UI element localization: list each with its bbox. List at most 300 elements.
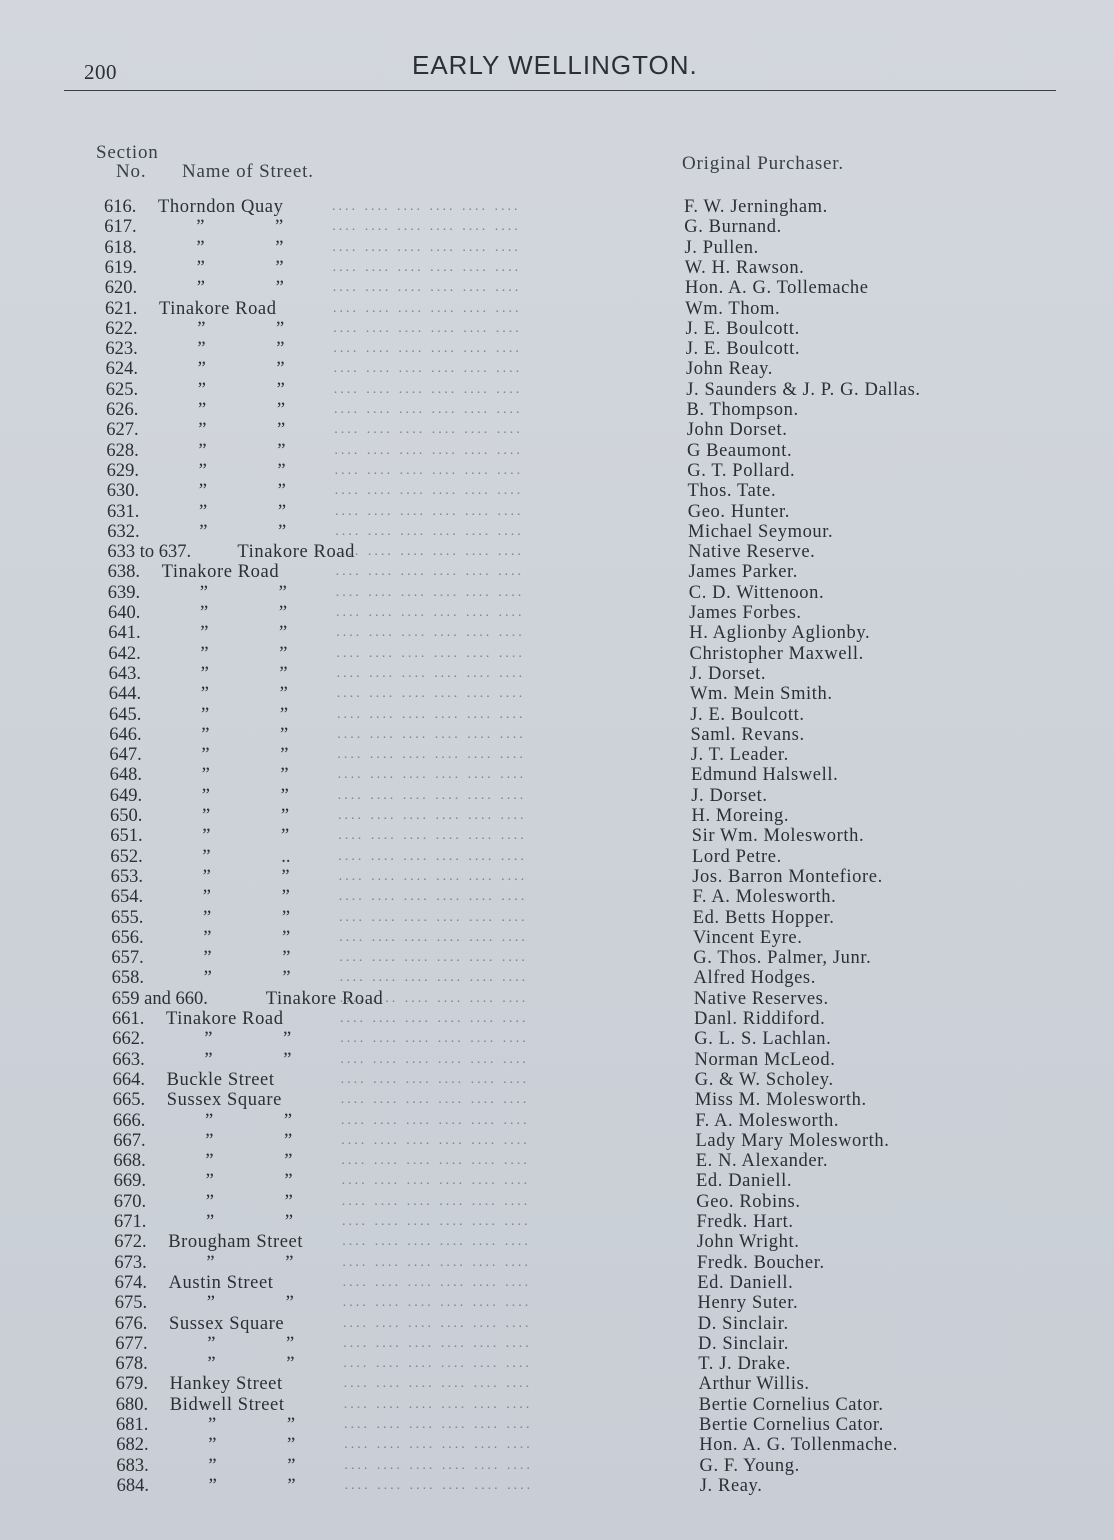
original-purchaser: J. Dorset. (691, 785, 768, 806)
section-number: 654. (110, 887, 144, 908)
original-purchaser: Hon. A. G. Tollenmache. (699, 1435, 898, 1456)
original-purchaser: F. A. Molesworth. (695, 1110, 840, 1131)
table-row (0, 522, 940, 542)
section-number: 621. (105, 298, 138, 319)
section-number: 648. (109, 765, 142, 786)
original-purchaser: J. T. Leader. (690, 745, 789, 766)
leader-dots: .... .... .... .... .... .... (341, 1112, 530, 1128)
table-row (0, 684, 940, 704)
section-number: 683. (116, 1455, 149, 1476)
leader-dots: .... .... .... .... .... .... (332, 259, 522, 275)
original-purchaser: F. W. Jerningham. (684, 197, 828, 217)
street-name: Tinakore Road (166, 1009, 284, 1029)
leader-dots: .... .... .... .... .... .... (336, 605, 525, 620)
table-row (0, 502, 940, 522)
leader-dots: .... .... .... .... .... .... (334, 422, 523, 438)
section-number: 640. (108, 603, 141, 623)
table-row (0, 908, 940, 928)
street-name: Tinakore Road (159, 298, 277, 319)
original-purchaser: John Wright. (696, 1232, 800, 1253)
section-number: 620. (104, 278, 138, 299)
street-ditto: ” ” (201, 704, 289, 725)
leader-dots: .... .... .... .... .... .... (340, 1011, 529, 1026)
street-name: Buckle Street (166, 1069, 275, 1090)
original-purchaser: Norman McLeod. (694, 1049, 836, 1070)
original-purchaser: James Parker. (688, 562, 799, 583)
original-purchaser: G. & W. Scholey. (694, 1069, 834, 1090)
leader-dots: .... .... .... .... .... .... (337, 747, 526, 763)
leader-dots: .... .... .... .... .... .... (335, 564, 525, 580)
table-row (0, 562, 940, 582)
original-purchaser: Henry Suter. (697, 1293, 799, 1314)
leader-dots: .... .... .... .... .... .... (341, 1153, 530, 1169)
original-purchaser: J. Dorset. (689, 663, 767, 684)
street-ditto: ” ” (198, 440, 286, 461)
table-row (0, 786, 940, 806)
leader-dots: .... .... .... .... .... .... (333, 300, 522, 316)
street-ditto: ” ” (203, 907, 291, 928)
header-street-label: Name of Street. (182, 161, 314, 182)
original-purchaser: Bertie Cornelius Cator. (699, 1415, 884, 1435)
original-purchaser: D. Sinclair. (697, 1313, 789, 1334)
table-row (0, 1111, 940, 1131)
original-purchaser: Sir Wm. Molesworth. (691, 826, 865, 847)
original-purchaser: Lord Petre. (692, 846, 782, 867)
street-ditto: ” ” (198, 400, 286, 420)
street-name: Bidwell Street (169, 1394, 285, 1415)
section-number: 647. (109, 745, 142, 766)
table-row (0, 278, 940, 298)
section-number: 684. (116, 1475, 149, 1496)
section-number: 645. (109, 704, 142, 725)
original-purchaser: F. A. Molesworth. (692, 887, 837, 908)
original-purchaser: Arthur Willis. (698, 1374, 810, 1395)
table-row (0, 400, 940, 420)
leader-dots: .... .... .... .... .... .... (342, 1274, 532, 1290)
section-number: 679. (115, 1374, 148, 1395)
street-ditto: ” ” (198, 481, 286, 502)
section-number: 667. (113, 1130, 146, 1151)
table-row (0, 1171, 940, 1191)
section-number: 677. (115, 1333, 148, 1354)
street-name: Tinakore Road (161, 562, 280, 583)
street-ditto: ” ” (205, 1191, 293, 1212)
original-purchaser: C. D. Wittenoon. (688, 582, 825, 603)
section-number: 619. (104, 257, 137, 278)
leader-dots: .... .... .... .... .... .... (336, 645, 525, 661)
table-row (0, 745, 940, 765)
section-number: 678. (115, 1354, 148, 1375)
section-number: 623. (105, 339, 138, 360)
section-number: 626. (106, 400, 139, 420)
section-number: 665. (112, 1090, 146, 1111)
section-number: 642. (108, 643, 141, 664)
leader-dots: .... .... .... .... .... .... (343, 1396, 533, 1412)
section-number: 649. (109, 785, 143, 806)
table-row (0, 867, 940, 887)
table-row (0, 968, 940, 988)
leader-dots: .... .... .... .... .... .... (341, 1132, 530, 1148)
table-row (0, 217, 940, 237)
section-number: 628. (106, 440, 139, 461)
original-purchaser: G. Burnand. (684, 217, 782, 238)
table-row (0, 542, 940, 562)
leader-dots: .... .... .... .... .... .... (336, 625, 525, 641)
street-ditto: ” ” (201, 724, 289, 745)
section-number: 627. (106, 420, 139, 441)
street-name: Tinakore Road (265, 988, 384, 1009)
original-purchaser: J. Pullen. (684, 237, 759, 258)
original-purchaser: James Forbes. (689, 603, 802, 623)
section-number: 675. (114, 1293, 148, 1314)
leader-dots: .... .... .... .... .... .... (342, 1254, 531, 1270)
street-ditto: ” ” (196, 257, 284, 278)
original-purchaser: Native Reserves. (693, 988, 829, 1009)
table-row (0, 644, 940, 664)
street-ditto: ” ” (205, 1110, 293, 1131)
leader-dots: .... .... .... .... .... .... (340, 1031, 529, 1047)
section-number: 656. (111, 927, 144, 948)
original-purchaser: Ed. Daniell. (697, 1272, 794, 1293)
table-row (0, 380, 940, 400)
leader-dots: .... .... .... .... .... .... (334, 483, 524, 499)
section-number: 672. (114, 1232, 147, 1253)
street-name: Sussex Square (169, 1313, 285, 1334)
street-ditto: ” ” (197, 339, 285, 360)
street-ditto: ” ” (200, 663, 288, 684)
street-ditto: ” ” (198, 420, 286, 441)
original-purchaser: E. N. Alexander. (695, 1151, 829, 1172)
section-number: 646. (109, 724, 142, 745)
section-number: 618. (104, 237, 137, 258)
table-row (0, 623, 940, 643)
street-name: Thorndon Quay (158, 197, 284, 217)
table-row (0, 806, 940, 826)
street-ditto: ” ” (199, 501, 287, 522)
street-ditto: ” ” (203, 948, 291, 969)
table-row (0, 481, 940, 501)
street-ditto: ” ” (208, 1455, 296, 1476)
table-row (0, 989, 940, 1009)
original-purchaser: Danl. Riddiford. (694, 1009, 826, 1029)
section-number: 682. (116, 1435, 149, 1456)
section-number: 669. (113, 1171, 146, 1192)
section-number: 643. (108, 663, 141, 684)
table-row (0, 826, 940, 846)
table-row (0, 1253, 940, 1273)
leader-dots: .... .... .... .... .... .... (332, 280, 522, 296)
leader-dots: .... .... .... .... .... .... (334, 462, 524, 478)
leader-dots: .... .... .... .... .... .... (336, 686, 526, 702)
section-number: 633 to 637. (107, 542, 192, 563)
leader-dots: .... .... .... .... .... .... (342, 1295, 532, 1311)
section-number: 632. (107, 521, 140, 542)
table-row (0, 603, 940, 623)
street-ditto: ” ” (205, 1151, 293, 1172)
street-ditto: ” ” (205, 1171, 293, 1192)
street-ditto: ” ” (197, 379, 285, 400)
leader-dots: .... .... .... .... .... .... (337, 706, 526, 722)
original-purchaser: J. Saunders & J. P. G. Dallas. (686, 379, 921, 400)
street-ditto: ” ” (208, 1415, 296, 1435)
section-number: 650. (110, 806, 143, 826)
leader-dots: .... .... .... .... .... .... (333, 361, 523, 377)
street-ditto: ” ” (197, 318, 285, 339)
original-purchaser: D. Sinclair. (698, 1333, 789, 1354)
table-row (0, 1029, 940, 1049)
section-number: 680. (115, 1394, 149, 1415)
leader-dots: .... .... .... .... .... .... (334, 442, 523, 458)
leader-dots: .... .... .... .... .... .... (335, 523, 524, 539)
table-row (0, 1435, 940, 1455)
street-ditto: ” ” (200, 603, 288, 623)
leader-dots: .... .... .... .... .... .... (334, 402, 523, 417)
original-purchaser: B. Thompson. (686, 400, 799, 420)
leader-dots: .... .... .... .... .... .... (338, 808, 527, 823)
section-number: 676. (115, 1313, 148, 1334)
table-row (0, 461, 940, 481)
leader-dots: .... .... .... .... .... .... (333, 320, 522, 336)
leader-dots: .... .... .... .... .... .... (340, 1092, 530, 1108)
table-row (0, 1415, 940, 1435)
header-no-label: No. (116, 161, 147, 182)
street-ditto: ” ” (206, 1252, 294, 1273)
street-ditto: ” ” (202, 826, 290, 847)
original-purchaser: J. E. Boulcott. (690, 704, 805, 725)
section-number: 670. (113, 1191, 147, 1212)
leader-dots: .... .... .... .... .... .... (340, 1051, 529, 1067)
leader-dots: .... .... .... .... .... .... (333, 341, 522, 357)
table-row (0, 928, 940, 948)
section-number: 673. (114, 1252, 147, 1273)
original-purchaser: Vincent Eyre. (693, 927, 803, 948)
original-purchaser: John Reay. (686, 359, 774, 380)
table-row (0, 1395, 940, 1415)
section-number: 662. (112, 1029, 145, 1050)
leader-dots: .... .... .... .... .... .... (341, 1173, 531, 1189)
original-purchaser: Michael Seymour. (688, 521, 834, 542)
section-number: 652. (110, 846, 143, 867)
section-number: 653. (110, 866, 143, 887)
original-purchaser: Hon. A. G. Tollemache (685, 278, 869, 299)
table-row (0, 1293, 940, 1313)
original-purchaser: Geo. Hunter. (687, 501, 790, 522)
original-purchaser: Wm. Mein Smith. (690, 684, 833, 705)
leader-dots: .... .... .... .... .... .... (338, 889, 528, 905)
section-number: 631. (107, 501, 140, 522)
street-ditto: ” ” (207, 1333, 295, 1354)
street-ditto: ” ” (200, 623, 288, 644)
table-row (0, 725, 940, 745)
table-row (0, 197, 940, 217)
leader-dots: .... .... .... .... .... .... (341, 1193, 531, 1209)
street-ditto: ” ” (202, 806, 290, 826)
original-purchaser: Saml. Revans. (690, 724, 805, 745)
header-section-label: Section (96, 142, 159, 163)
table-row (0, 1476, 940, 1496)
table-row (0, 583, 940, 603)
section-number: 629. (106, 460, 139, 481)
leader-dots: .... .... .... .... .... .... (339, 970, 529, 986)
table-row (0, 1334, 940, 1354)
original-purchaser: J. E. Boulcott. (685, 318, 800, 339)
original-purchaser: W. H. Rawson. (684, 257, 805, 278)
street-ditto: ” ” (206, 1212, 294, 1232)
original-purchaser: G. T. Pollard. (687, 460, 796, 481)
table-row (0, 1314, 940, 1334)
original-purchaser: Fredk. Hart. (696, 1212, 794, 1232)
street-ditto: ” .. (202, 846, 291, 867)
street-ditto: ” ” (203, 927, 291, 948)
section-number: 658. (111, 968, 144, 989)
street-ditto: ” ” (200, 684, 288, 705)
original-purchaser: J. E. Boulcott. (685, 339, 801, 360)
street-ditto: ” ” (196, 237, 284, 258)
original-purchaser: Miss M. Molesworth. (695, 1090, 867, 1111)
leader-dots: .... .... .... .... .... .... (336, 665, 526, 681)
street-ditto: ” ” (208, 1435, 296, 1456)
table-row (0, 1131, 940, 1151)
street-ditto: ” ” (199, 582, 287, 603)
table-row (0, 359, 940, 379)
leader-dots: .... .... .... .... .... .... (344, 1457, 533, 1473)
table-row (0, 299, 940, 319)
leader-dots: .... .... .... .... .... .... (337, 767, 527, 783)
table-row (0, 887, 940, 907)
leader-dots: .... .... .... .... .... .... (344, 1417, 533, 1432)
table-row (0, 1232, 940, 1252)
section-number: 661. (112, 1009, 145, 1029)
street-ditto: ” ” (208, 1475, 296, 1496)
table-row (0, 1050, 940, 1070)
table-row (0, 339, 940, 359)
table-row (0, 1090, 940, 1110)
section-number: 616. (104, 197, 137, 217)
section-number: 641. (108, 623, 141, 644)
table-row (0, 1212, 940, 1232)
table-row (0, 1070, 940, 1090)
section-number: 674. (114, 1272, 147, 1293)
section-number: 663. (112, 1049, 145, 1070)
original-purchaser: H. Aglionby Aglionby. (689, 623, 871, 644)
leader-dots: .... .... .... .... .... .... (343, 1335, 532, 1351)
original-purchaser: Geo. Robins. (696, 1191, 801, 1212)
leader-dots: .... .... .... .... .... .... (339, 929, 528, 945)
section-number: 659 and 660. (111, 988, 208, 1009)
page-number: 200 (84, 60, 117, 84)
street-ditto: ” ” (201, 745, 289, 766)
street-ditto: ” ” (202, 887, 290, 908)
section-number: 624. (105, 359, 138, 380)
street-name: Tinakore Road (237, 542, 355, 563)
street-ditto: ” ” (200, 643, 288, 664)
original-purchaser: Ed. Betts Hopper. (692, 907, 835, 928)
table-row (0, 664, 940, 684)
street-name: Brougham Street (168, 1232, 304, 1253)
leader-dots: .... .... .... .... .... .... (335, 544, 524, 560)
original-purchaser: Alfred Hodges. (693, 968, 816, 989)
street-ditto: ” ” (207, 1354, 295, 1375)
leader-dots: .... .... .... .... .... .... (344, 1477, 534, 1493)
table-row (0, 847, 940, 867)
leader-dots: .... .... .... .... .... .... (332, 219, 521, 235)
leader-dots: .... .... .... .... .... .... (333, 381, 523, 397)
section-number: 638. (107, 562, 140, 583)
original-purchaser: Fredk. Boucher. (697, 1252, 825, 1273)
street-ditto: ” ” (197, 359, 285, 380)
leader-dots: .... .... .... .... .... .... (342, 1234, 531, 1250)
section-number: 655. (111, 907, 144, 928)
leader-dots: .... .... .... .... .... .... (343, 1315, 532, 1331)
street-ditto: ” ” (205, 1130, 293, 1151)
section-number: 681. (116, 1415, 149, 1435)
leader-dots: .... .... .... .... .... .... (332, 199, 521, 214)
section-number: 651. (110, 826, 143, 847)
table-row (0, 420, 940, 440)
section-number: 664. (112, 1069, 145, 1090)
leader-dots: .... .... .... .... .... .... (342, 1214, 531, 1229)
table-row (0, 441, 940, 461)
street-ditto: ” ” (204, 1029, 292, 1050)
original-purchaser: Lady Mary Molesworth. (695, 1130, 890, 1151)
section-number: 671. (114, 1212, 147, 1232)
original-purchaser: J. Reay. (699, 1475, 763, 1496)
table-row (0, 1374, 940, 1394)
street-name: Hankey Street (169, 1374, 283, 1395)
leader-dots: .... .... .... .... .... .... (339, 909, 528, 925)
section-number: 644. (108, 684, 142, 705)
table-row (0, 948, 940, 968)
leader-dots: .... .... .... .... .... .... (337, 726, 526, 742)
leader-dots: .... .... .... .... .... .... (335, 503, 524, 519)
street-ditto: ” ” (203, 968, 291, 989)
leader-dots: .... .... .... .... .... .... (338, 828, 527, 844)
leader-dots: .... .... .... .... .... .... (332, 239, 521, 255)
leader-dots: .... .... .... .... .... .... (339, 950, 528, 966)
table-row (0, 238, 940, 258)
street-ditto: ” ” (201, 765, 289, 786)
leader-dots: .... .... .... .... .... .... (335, 584, 525, 600)
section-number: 630. (106, 481, 140, 502)
leader-dots: .... .... .... .... .... .... (339, 990, 529, 1006)
table-row (0, 1009, 940, 1029)
table-row (0, 1273, 940, 1293)
section-number: 639. (107, 582, 141, 603)
original-purchaser: H. Moreing. (691, 806, 790, 826)
street-ditto: ” ” (199, 521, 287, 542)
section-number: 657. (111, 948, 144, 969)
leader-dots: .... .... .... .... .... .... (340, 1071, 530, 1087)
original-purchaser: Edmund Halswell. (691, 765, 839, 786)
leader-dots: .... .... .... .... .... .... (344, 1437, 533, 1453)
original-purchaser: Ed. Daniell. (696, 1171, 793, 1192)
original-purchaser: T. J. Drake. (698, 1354, 791, 1375)
original-purchaser: G Beaumont. (687, 440, 793, 461)
section-number: 622. (105, 318, 138, 339)
header-purchaser-label: Original Purchaser. (682, 153, 844, 174)
leader-dots: .... .... .... .... .... .... (343, 1356, 532, 1372)
section-number: 625. (105, 379, 139, 400)
original-purchaser: G. F. Young. (699, 1455, 800, 1476)
section-number: 668. (113, 1151, 146, 1172)
original-purchaser: G. Thos. Palmer, Junr. (693, 948, 872, 969)
table-row (0, 1354, 940, 1374)
original-purchaser: Native Reserve. (688, 542, 816, 563)
street-ditto: ” ” (201, 785, 289, 806)
street-ditto: ” ” (196, 217, 284, 238)
original-purchaser: Jos. Barron Montefiore. (692, 866, 883, 887)
table-row (0, 1192, 940, 1212)
